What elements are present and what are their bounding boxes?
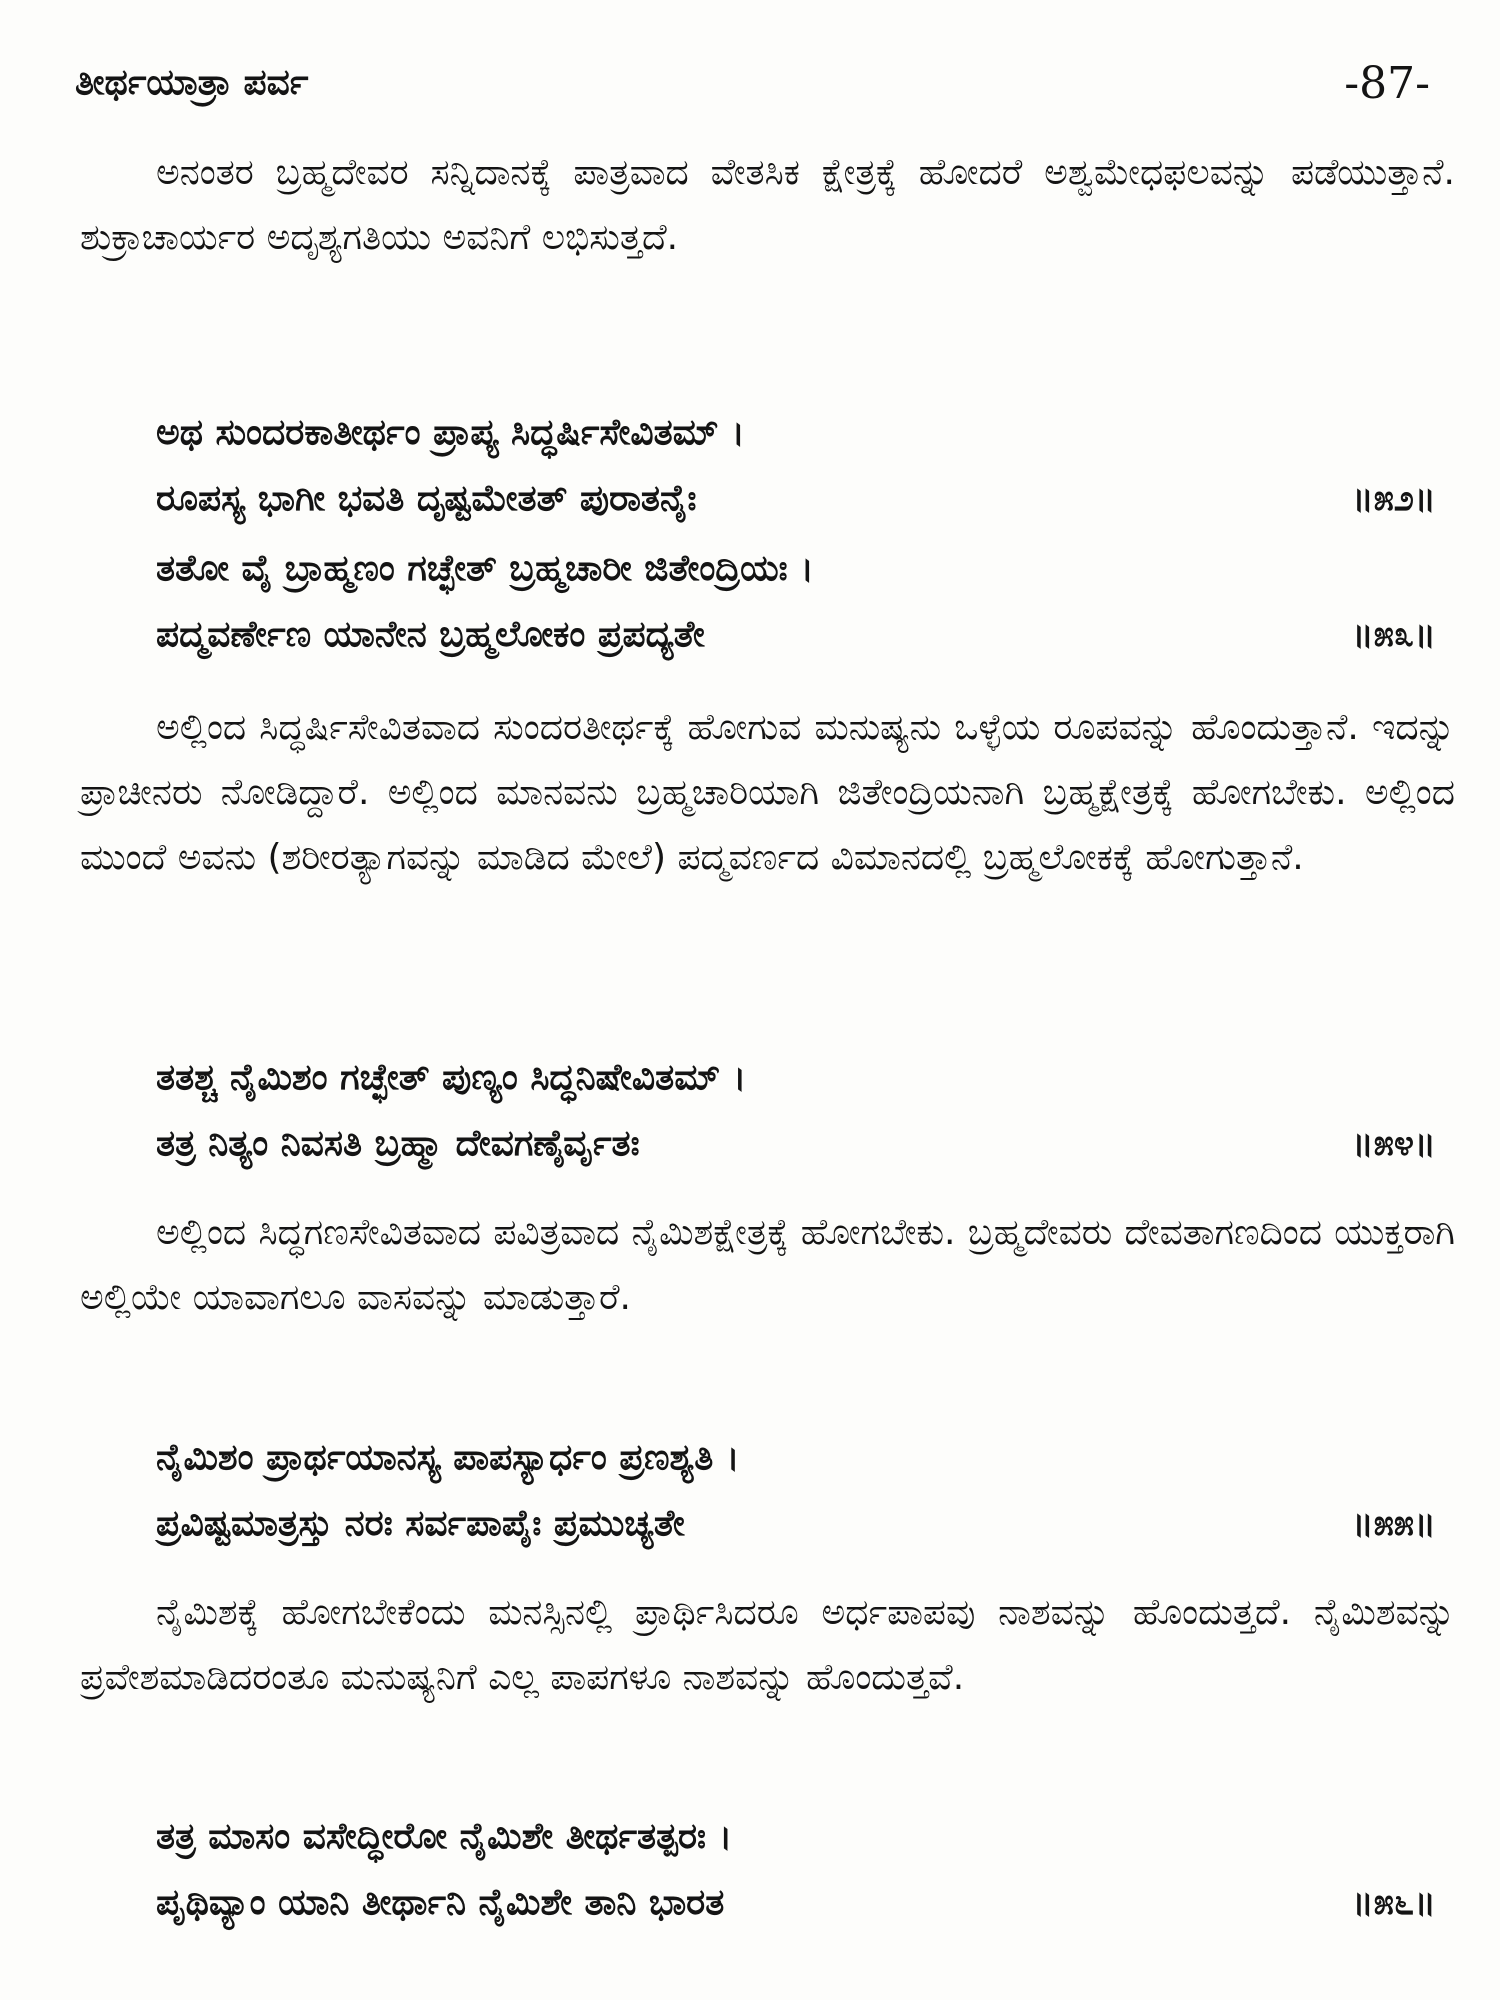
verse-number: ॥೫೬॥ <box>1351 1882 1436 1923</box>
verse-line-text: ತತ್ರ ನಿತ್ಯಂ ನಿವಸತಿ ಬ್ರಹ್ಮಾ ದೇವಗಣೈರ್ವೃತಃ <box>156 1123 640 1164</box>
page-header <box>75 58 1430 118</box>
verse-block <box>156 536 1436 668</box>
verse-line-numbered <box>156 466 1436 532</box>
verse-number: ॥೫೪॥ <box>1351 1123 1436 1164</box>
verse-block <box>156 400 1436 532</box>
verse-line-numbered <box>156 1870 1436 1936</box>
paragraph-text: ಅನಂತರ ಬ್ರಹ್ಮದೇವರ ಸನ್ನಿದಾನಕ್ಕೆ ಪಾತ್ರವಾದ ವೇತಸಿಕ ಕ್ಷೇತ್ರಕ್ಕೆ ಹೋದರೆ ಅಶ್ವಮೇಧಫಲವನ್ನು ಪಡೆಯುತ್ತಾನೆ. ಶುಕ್ರಾಚಾರ್ಯರ ಅದೃಶ್ಯಗತಿಯು ಅವನಿಗೆ ಲಭಿಸುತ್ತದೆ. <box>80 152 1455 258</box>
verse-line-text: ಪ್ರವಿಷ್ಟಮಾತ್ರಸ್ತು ನರಃ ಸರ್ವಪಾಪೈಃ ಪ್ರಮುಚ್ಯತೇ <box>156 1503 685 1544</box>
page-number: -87- <box>1344 58 1430 109</box>
verse-line-numbered <box>156 1111 1436 1177</box>
paragraph-text: ಅಲ್ಲಿಂದ ಸಿದ್ಧಗಣಸೇವಿತವಾದ ಪವಿತ್ರವಾದ ನೈಮಿಶಕ್ಷೇತ್ರಕ್ಕೆ ಹೋಗಬೇಕು. ಬ್ರಹ್ಮದೇವರು ದೇವತಾಗಣದಿಂದ ಯುಕ್ತರಾಗಿ ಅಲ್ಲಿಯೇ ಯಾವಾಗಲೂ ವಾಸವನ್ನು ಮಾಡುತ್ತಾರೆ. <box>80 1212 1455 1318</box>
verse-block <box>156 1425 1436 1557</box>
verse-line: ನೈಮಿಶಂ ಪ್ರಾರ್ಥಯಾನಸ್ಯ ಪಾಪಸ್ಯಾರ್ಧಂ ಪ್ರಣಶ್ಯತಿ । <box>156 1437 740 1478</box>
verse-line: ತತೋ ವೈ ಬ್ರಾಹ್ಮಣಂ ಗಚ್ಛೇತ್ ಬ್ರಹ್ಮಚಾರೀ ಜಿತೇಂದ್ರಿಯಃ । <box>156 548 814 589</box>
verse-line-numbered <box>156 1491 1436 1557</box>
verse-block <box>156 1804 1436 1936</box>
verse-number: ॥೫೨॥ <box>1351 478 1436 519</box>
verse-line-text: ರೂಪಸ್ಯ ಭಾಗೀ ಭವತಿ ದೃಷ್ಟಮೇತತ್ ಪುರಾತನೈಃ <box>156 478 697 519</box>
verse-number: ॥೫೫॥ <box>1351 1503 1436 1544</box>
paragraph-text: ಅಲ್ಲಿಂದ ಸಿದ್ಧರ್ಷಿಸೇವಿತವಾದ ಸುಂದರತೀರ್ಥಕ್ಕೆ ಹೋಗುವ ಮನುಷ್ಯನು ಒಳ್ಳೆಯ ರೂಪವನ್ನು ಹೊಂದುತ್ತಾನೆ. ಇದನ್ನು ಪ್ರಾಚೀನರು ನೋಡಿದ್ದಾರೆ. ಅಲ್ಲಿಂದ ಮಾನವನು ಬ್ರಹ್ಮಚಾರಿಯಾಗಿ ಜಿತೇಂದ್ರಿಯನಾಗಿ ಬ್ರಹ್ಮಕ್ಷೇತ್ರಕ್ಕೆ ಹೋಗಬೇಕು. ಅಲ್ಲಿಂದ ಮುಂದೆ ಅವನು (ಶರೀರತ್ಯಾಗವನ್ನು ಮಾಡಿದ ಮೇಲೆ) ಪದ್ಮವರ್ಣದ ವಿಮಾನದಲ್ಲಿ ಬ್ರಹ್ಮಲೋಕಕ್ಕೆ ಹೋಗುತ್ತಾನೆ. <box>80 707 1455 878</box>
verse-block <box>156 1045 1436 1177</box>
verse-line-numbered <box>156 602 1436 668</box>
verse-line: ತತಶ್ಚ ನೈಮಿಶಂ ಗಚ್ಛೇತ್ ಪುಣ್ಯಂ ಸಿದ್ಧನಿಷೇವಿತಮ್ । <box>156 1057 747 1098</box>
prose-paragraph <box>80 1580 1455 1710</box>
prose-paragraph <box>80 695 1455 890</box>
verse-line-text: ಪದ್ಮವರ್ಣೇಣ ಯಾನೇನ ಬ್ರಹ್ಮಲೋಕಂ ಪ್ರಪದ್ಯತೇ <box>156 614 705 655</box>
paragraph-text: ನೈಮಿಶಕ್ಕೆ ಹೋಗಬೇಕೆಂದು ಮನಸ್ಸಿನಲ್ಲಿ ಪ್ರಾರ್ಥಿಸಿದರೂ ಅರ್ಧಪಾಪವು ನಾಶವನ್ನು ಹೊಂದುತ್ತದೆ. ನೈಮಿಶವನ್ನು ಪ್ರವೇಶಮಾಡಿದರಂತೂ ಮನುಷ್ಯನಿಗೆ ಎಲ್ಲ ಪಾಪಗಳೂ ನಾಶವನ್ನು ಹೊಂದುತ್ತವೆ. <box>80 1592 1455 1698</box>
verse-line-text: ಪೃಥಿವ್ಯಾಂ ಯಾನಿ ತೀರ್ಥಾನಿ ನೈಮಿಶೇ ತಾನಿ ಭಾರತ <box>156 1882 725 1923</box>
running-title: ತೀರ್ಥಯಾತ್ರಾ ಪರ್ವ <box>75 62 309 103</box>
verse-line: ತತ್ರ ಮಾಸಂ ವಸೇದ್ಧೀರೋ ನೈಮಿಶೇ ತೀರ್ಥತತ್ಪರಃ । <box>156 1816 733 1857</box>
prose-paragraph <box>80 140 1455 270</box>
verse-line: ಅಥ ಸುಂದರಕಾತೀರ್ಥಂ ಪ್ರಾಪ್ಯ ಸಿದ್ಧರ್ಷಿಸೇವಿತಮ್ । <box>156 412 745 453</box>
prose-paragraph <box>80 1200 1455 1330</box>
verse-number: ॥೫೩॥ <box>1351 614 1436 655</box>
